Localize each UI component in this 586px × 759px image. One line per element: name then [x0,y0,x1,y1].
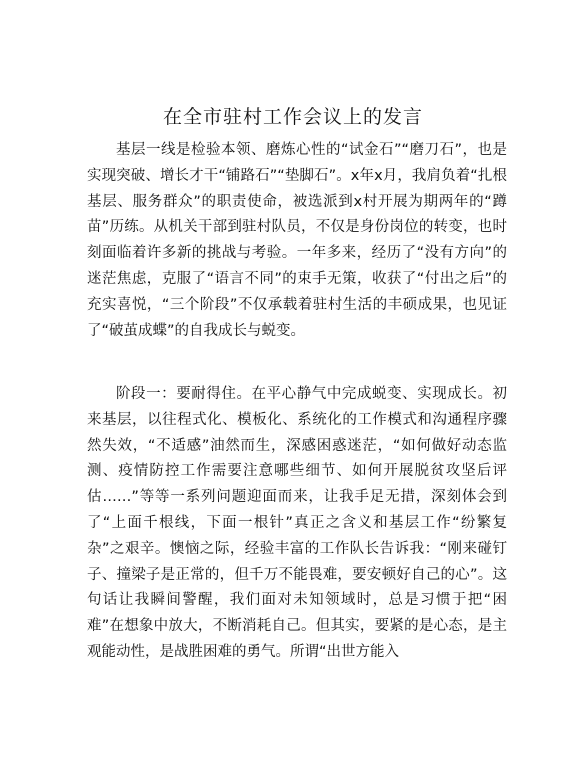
document-title: 在全市驻村工作会议上的发言 [162,106,423,128]
body-paragraph-stage-one: 阶段一：要耐得住。在平心静气中完成蜕变、实现成长。初来基层，以往程式化、模板化、系统化的工作模式和沟通程序骤然失效，“不适感”油然而生，深感困惑迷茫，“如何做好动态监测、疫情防控工作需要注意哪些细节、如何开展脱贫攻坚后评估……”等等一系列问题迎面而来，让我手足无措，深刻体会到了“上面千根线，下面一根针”真正之含义和基层工作“纷繁复杂”之艰辛。懊恼之际，经验丰富的工作队长告诉我：“刚来碰钉子、撞梁子是正常的，但千万不能畏难，要安顿好自己的心”。这句话让我瞬间警醒，我们面对未知领域时，总是习惯于把“困难”在想象中放大，不断消耗自己。但其实，要紧的是心态，是主观能动性，是战胜困难的勇气。所谓“出世方能入 [87,386,507,660]
body-paragraph-intro: 基层一线是检验本领、磨炼心性的“试金石”“磨刀石”，也是实现突破、增长才干“铺路石”“垫脚石”。x年x月，我肩负着“扎根基层、服务群众”的职责使命，被选派到x村开展为期两年的“蹲苗”历练。从机关干部到驻村队员，不仅是身份岗位的转变，也时刻面临着许多新的挑战与考验。一年多来，经历了“没有方向”的迷茫焦虑，克服了“语言不同”的束手无策，收获了“付出之后”的充实喜悦，“三个阶段”不仅承载着驻村生活的丰硕成果，也见证了“破茧成蝶”的自我成长与蜕变。 [87,142,507,339]
